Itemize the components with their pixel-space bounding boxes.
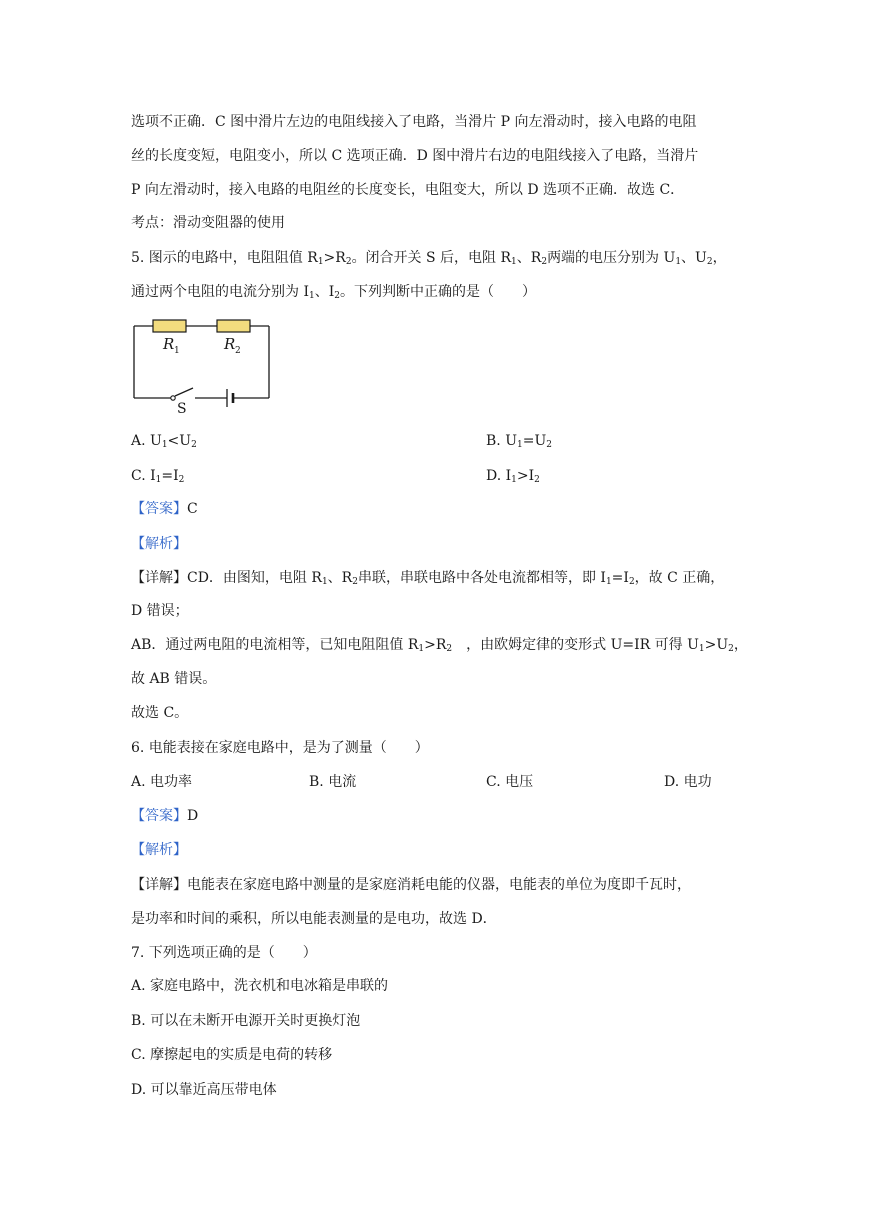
circuit-diagram xyxy=(131,316,273,416)
option-b: B. 电流 xyxy=(309,774,357,790)
detail-line: D 错误； xyxy=(131,603,189,619)
question-6-stem: 6. 电能表接在家庭电路中，是为了测量（ ） xyxy=(131,740,429,756)
answer-tag: 【答案】 xyxy=(131,501,187,517)
detail-tag: 【详解】 xyxy=(131,570,187,586)
question-5-stem: 5. 图示的电路中，电阻阻值 $R_1>R_2$。闭合开关 S 后，电阻 $R_1$、$R_2$两端的电压分别为 $U_1$、$U_2$， xyxy=(131,250,727,267)
text-line: 丝的长度变短，电阻变小，所以 C 选项正确．D 图中滑片右边的电阻线接入了电路，当滑片 xyxy=(131,148,699,164)
question-5-stem-line2: 通过两个电阻的电流分别为 $I_1$、$I_2$。下列判断中正确的是（ ） xyxy=(131,284,536,301)
answer-line: 【答案】C xyxy=(131,501,198,517)
r2-label: R xyxy=(224,335,236,353)
answer-line: 【答案】D xyxy=(131,808,199,824)
kaodian-line: 考点：滑动变阻器的使用 xyxy=(131,215,285,231)
option-d: D. $I_1>I_2$ xyxy=(486,468,540,485)
r1-sub: 1 xyxy=(174,346,180,356)
question-7-stem: 7. 下列选项正确的是（ ） xyxy=(131,945,317,961)
option-c: C. 电压 xyxy=(486,774,534,790)
resistor-r1 xyxy=(153,320,186,332)
analysis-tag: 【解析】 xyxy=(131,536,187,552)
detail-line: 是功率和时间的乘积，所以电能表测量的是电功，故选 D． xyxy=(131,911,497,927)
option-c: C. 摩擦起电的实质是电荷的转移 xyxy=(131,1047,333,1063)
r2-sub: 2 xyxy=(235,346,241,356)
detail-line: AB．通过两电阻的电流相等，已知电阻阻值 $R_1>R_2$ ，由欧姆定律的变形式 U=IR 可得 $U_1>U_2$， xyxy=(131,637,748,654)
detail-line: 【详解】CD．由图知，电阻 $R_1$、$R_2$串联，串联电路中各处电流都相等，即 $I_1=I_2$，故 C 正确， xyxy=(131,570,725,587)
option-d: D. 电功 xyxy=(664,774,712,790)
r1-label: R xyxy=(163,335,175,353)
option-c: C. $I_1=I_2$ xyxy=(131,468,185,485)
option-a: A. 家庭电路中，洗衣机和电冰箱是串联的 xyxy=(131,978,389,994)
analysis-tag: 【解析】 xyxy=(131,842,187,858)
analysis-line xyxy=(131,535,187,553)
detail-line: 【详解】电能表在家庭电路中测量的是家庭消耗电能的仪器，电能表的单位为度即千瓦时， xyxy=(131,877,691,893)
answer-tag: 【答案】 xyxy=(131,808,187,824)
option-d: D. 可以靠近高压带电体 xyxy=(131,1082,277,1098)
text-line: P 向左滑动时，接入电路的电阻丝的长度变长，电阻变大，所以 D 选项不正确．故选 C． xyxy=(131,182,685,198)
analysis-line xyxy=(131,841,187,859)
resistor-r2 xyxy=(217,320,250,332)
detail-tag: 【详解】 xyxy=(131,877,187,893)
detail-line: 故 AB 错误。 xyxy=(131,671,217,687)
option-b: B. 可以在未断开电源开关时更换灯泡 xyxy=(131,1013,361,1029)
switch-label: S xyxy=(177,401,187,416)
option-a: A. $U_1<U_2$ xyxy=(131,433,197,450)
option-b: B. $U_1=U_2$ xyxy=(486,433,552,450)
detail-line: 故选 C。 xyxy=(131,705,189,721)
switch-contact xyxy=(171,396,175,400)
option-a: A. 电功率 xyxy=(131,774,193,790)
text-line: 选项不正确．C 图中滑片左边的电阻线接入了电路，当滑片 P 向左滑动时，接入电路的电阻 xyxy=(131,114,697,130)
